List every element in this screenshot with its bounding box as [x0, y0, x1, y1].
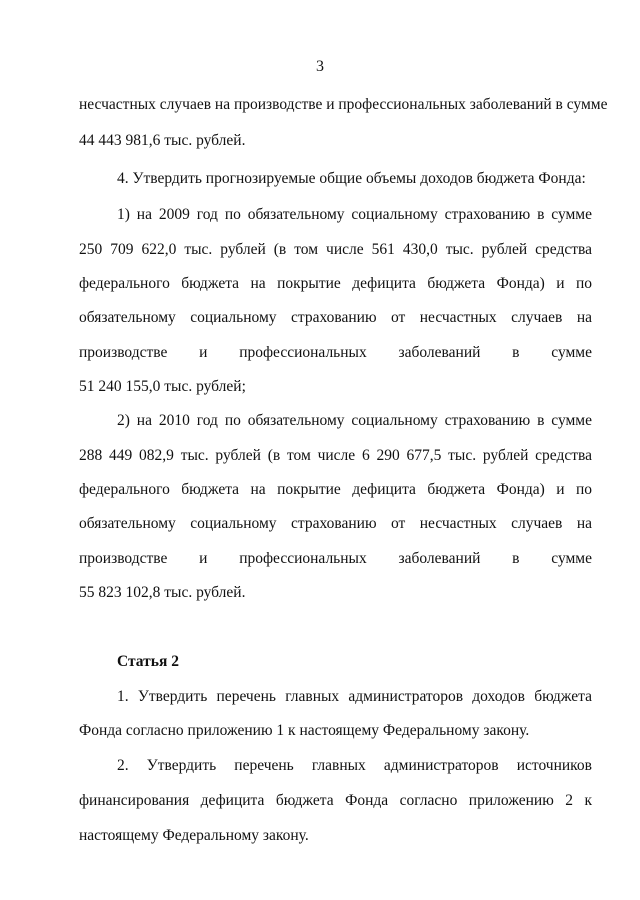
- text-line: производстве и профессиональных заболеваний в сумме: [79, 550, 592, 567]
- text-line: 4. Утвердить прогнозируемые общие объемы доходов бюджета Фонда:: [117, 170, 586, 187]
- text-line: финансирования дефицита бюджета Фонда согласно приложению 2 к: [79, 792, 592, 809]
- page-number: 3: [316, 58, 324, 75]
- text-line: производстве и профессиональных заболеваний в сумме: [79, 344, 592, 361]
- text-line: обязательному социальному страхованию от несчастных случаев на: [79, 515, 592, 532]
- text-line: 55 823 102,8 тыс. рублей.: [79, 584, 246, 601]
- text-line: федерального бюджета на покрытие дефицита бюджета Фонда) и по: [79, 481, 592, 498]
- text-line: 1. Утвердить перечень главных администраторов доходов бюджета: [117, 688, 592, 705]
- text-line: 2) на 2010 год по обязательному социальному страхованию в сумме: [117, 412, 592, 429]
- article-heading: Статья 2: [117, 653, 179, 670]
- text-line: Фонда согласно приложению 1 к настоящему Федеральному закону.: [79, 722, 530, 739]
- text-line: 250 709 622,0 тыс. рублей (в том числе 561 430,0 тыс. рублей средства: [79, 241, 592, 258]
- text-line: федерального бюджета на покрытие дефицита бюджета Фонда) и по: [79, 275, 592, 292]
- text-line: 51 240 155,0 тыс. рублей;: [79, 378, 246, 395]
- text-line: несчастных случаев на производстве и профессиональных заболеваний в сумме: [79, 96, 608, 113]
- text-line: обязательному социальному страхованию от несчастных случаев на: [79, 309, 592, 326]
- text-line: 44 443 981,6 тыс. рублей.: [79, 132, 246, 149]
- text-line: 1) на 2009 год по обязательному социальному страхованию в сумме: [117, 206, 592, 223]
- text-line: 2. Утвердить перечень главных администраторов источников: [117, 757, 592, 774]
- text-line: 288 449 082,9 тыс. рублей (в том числе 6 290 677,5 тыс. рублей средства: [79, 447, 592, 464]
- text-line: настоящему Федеральному закону.: [79, 827, 309, 844]
